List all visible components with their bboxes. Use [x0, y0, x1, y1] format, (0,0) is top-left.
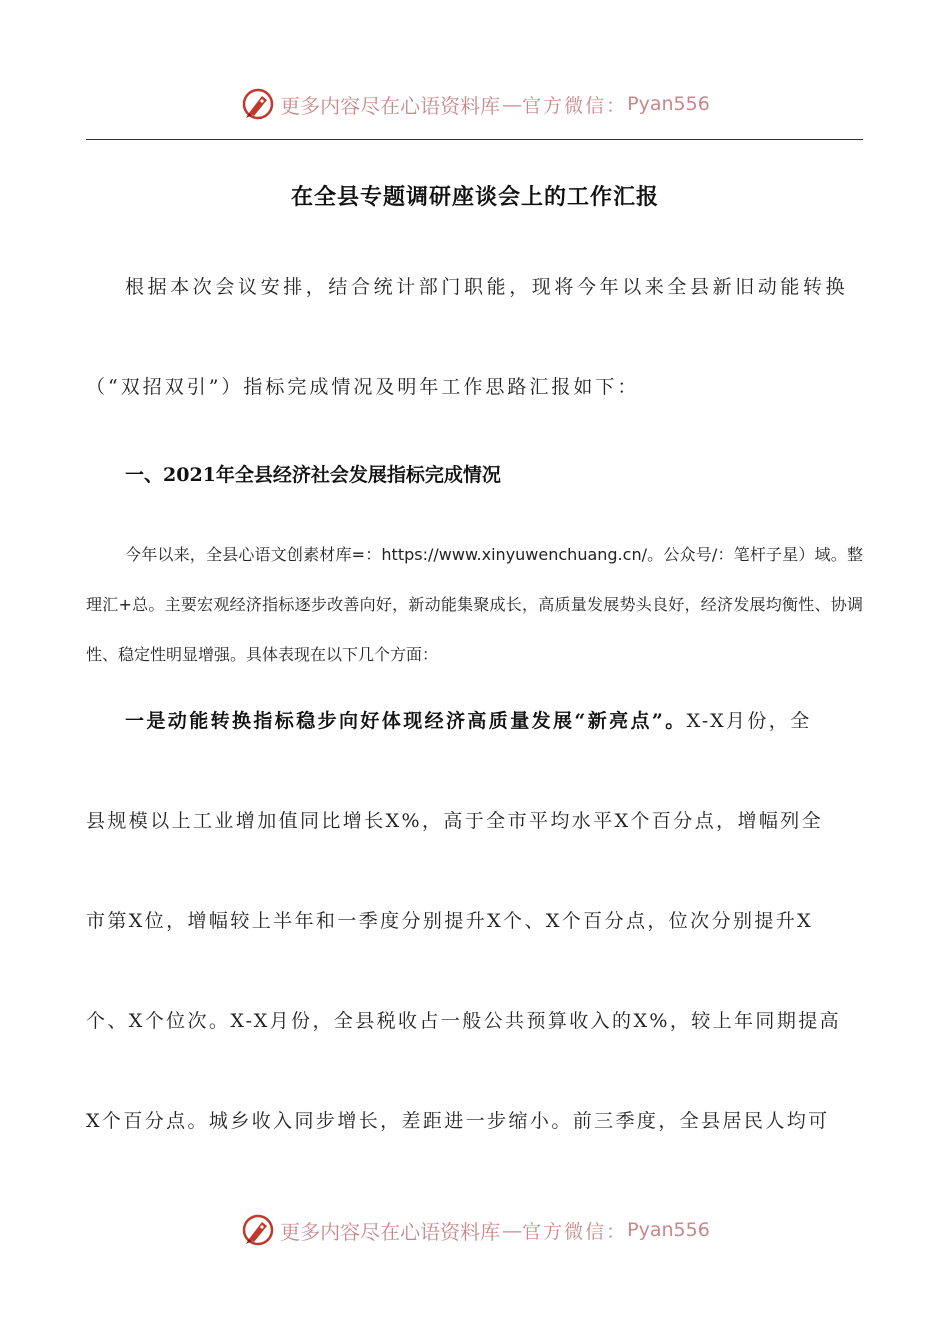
banner-wechat-id: Pyan556: [627, 1219, 710, 1241]
document-title: 在全县专题调研座谈会上的工作汇报: [290, 184, 659, 210]
banner-site-text: 更多内容尽在心语资料库: [280, 93, 501, 118]
point-1-line-5: X个百分点。城乡收入同步增长，差距进一步缩小。前三季度，全县居民人均可: [86, 1110, 830, 1132]
banner-wechat-id: Pyan556: [627, 93, 710, 115]
point-1-line-1-rest: X-X月份，全: [686, 710, 812, 732]
banner-site-text: 更多内容尽在心语资料库: [280, 1219, 501, 1244]
header-banner: [0, 84, 950, 124]
point-1-line-4: 个、X个位次。X-X月份，全县税收占一般公共预算收入的X%，较上年同期提高: [86, 1010, 842, 1032]
footer-banner: [0, 1210, 950, 1250]
pen-nib-logo-icon: [240, 1212, 276, 1248]
section-1-heading: 一、2021年全县经济社会发展指标完成情况: [125, 464, 501, 486]
point-1-line-3: 市第X位，增幅较上半年和一季度分别提升X个、X个百分点，位次分别提升X: [86, 910, 814, 932]
header-divider: [86, 139, 863, 140]
pen-nib-logo-icon: [240, 86, 276, 122]
banner-separator: —: [502, 1218, 521, 1242]
point-1-line-1: [86, 706, 863, 733]
intro-line-2: （“双招双引”）指标完成情况及明年工作思路汇报如下：: [86, 376, 640, 398]
section-1-paragraph: 今年以来，全县心语文创素材库=：https://www.xinyuwenchuang.cn/。公众号/：笔杆子星）域。整理汇+总。主要宏观经济指标逐步改善向好，新动能集聚成长，高质量发展势头良好，经济发展均衡性、协调性、稳定性明显增强。具体表现在以下几个方面：: [86, 545, 863, 664]
banner-separator: —: [502, 92, 521, 116]
banner-wechat-label: 官方微信：: [522, 1220, 628, 1243]
banner-wechat-label: 官方微信：: [522, 94, 628, 117]
point-1-heading: 一是动能转换指标稳步向好体现经济高质量发展“新亮点”。: [125, 710, 687, 732]
intro-line-1: 根据本次会议安排，结合统计部门职能，现将今年以来全县新旧动能转换: [125, 276, 849, 298]
point-1-line-2: 县规模以上工业增加值同比增长X%，高于全市平均水平X个百分点，增幅列全: [86, 810, 824, 832]
